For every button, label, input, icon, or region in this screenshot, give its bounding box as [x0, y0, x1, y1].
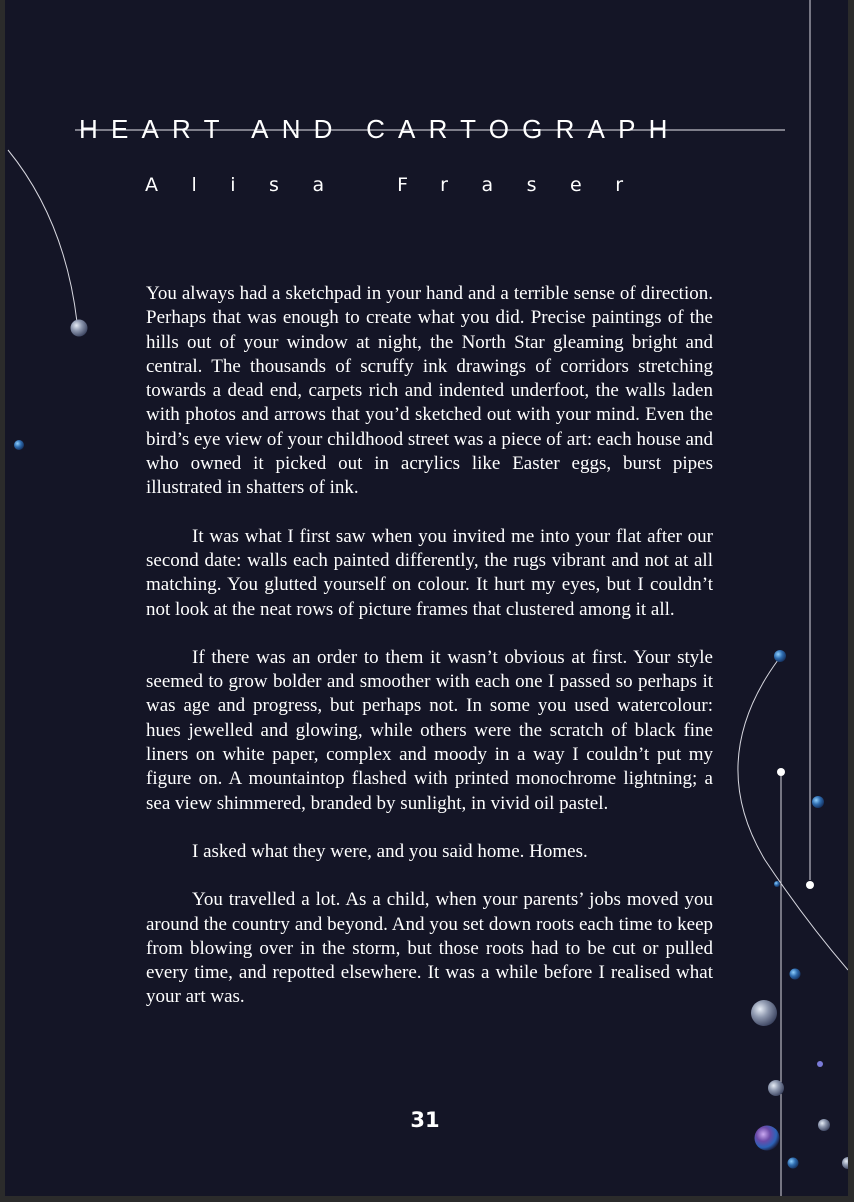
right-orb-blue-small	[774, 881, 780, 887]
left-arc	[8, 150, 77, 322]
right-orb-silver-edge	[842, 1157, 848, 1169]
paragraph-4: I asked what they were, and you said home. Homes.	[192, 840, 588, 862]
left-orb-blue	[14, 440, 24, 450]
right-orb-blue-1	[774, 650, 786, 662]
magazine-page	[5, 0, 848, 1196]
right-line-dot-end	[806, 881, 814, 889]
right-orb-silver-2	[768, 1080, 784, 1096]
story-body	[146, 282, 713, 1034]
paragraph-5: You travelled a lot. As a child, when your parents’ jobs moved you around the country and beyond. And you set down roots each time to keep from blowing over in the storm, but those roots had to be cut or pulled every time, and repotted elsewhere. It was a while before I realised what your art was.	[146, 889, 713, 1008]
page-number: 31	[410, 1108, 440, 1132]
right-arc	[738, 660, 848, 970]
right-orb-silver-3	[818, 1119, 830, 1131]
right-orb-blue-2	[812, 796, 824, 808]
paragraph-2: It was what I first saw when you invited me into your flat after our second date: walls each painted differently, the rugs vibrant and not at all matching. You glutted yourself on colour. It hurt my eyes, but I couldn’t not look at the neat rows of picture frames that clustered among it all.	[146, 525, 713, 620]
left-orb-silver	[71, 320, 88, 337]
right-orb-blue-4	[788, 1158, 799, 1169]
right-orb-tiny-purple	[817, 1061, 823, 1067]
paragraph-1: You always had a sketchpad in your hand and a terrible sense of direction. Perhaps that was enough to create what you did. Precise paintings of the hills out of your window at night, the North Star gleaming bright and central. The thousands of scruffy ink drawings of corridors stretching towards a dead end, carpets rich and indented underfoot, the walls laden with photos and arrows that you’d sketched out with your mind. Even the bird’s eye view of your childhood street was a piece of art: each house and who owned it picked out in acrylics like Easter eggs, burst pipes illustrated in shatters of ink.	[146, 283, 713, 499]
right-orb-blue-3	[790, 969, 801, 980]
right-line-dot-start	[777, 768, 785, 776]
right-orb-silver-large	[751, 1000, 777, 1026]
author-name: Alisa Fraser	[145, 174, 657, 196]
paragraph-3: If there was an order to them it wasn’t obvious at first. Your style seemed to grow bolder and smoother with each one I passed so perhaps it was age and progress, but perhaps not. In some you used watercolour: hues jewelled and glowing, while others were the scratch of black fine liners on white paper, complex and moody in a way I couldn’t put my figure on. A mountaintop flashed with printed monochrome lightning; a sea view shimmered, branded by sunlight, in vivid oil pastel.	[146, 646, 713, 814]
story-title: HEART AND CARTOGRAPH	[79, 114, 681, 144]
right-orb-purple-large	[755, 1126, 780, 1151]
